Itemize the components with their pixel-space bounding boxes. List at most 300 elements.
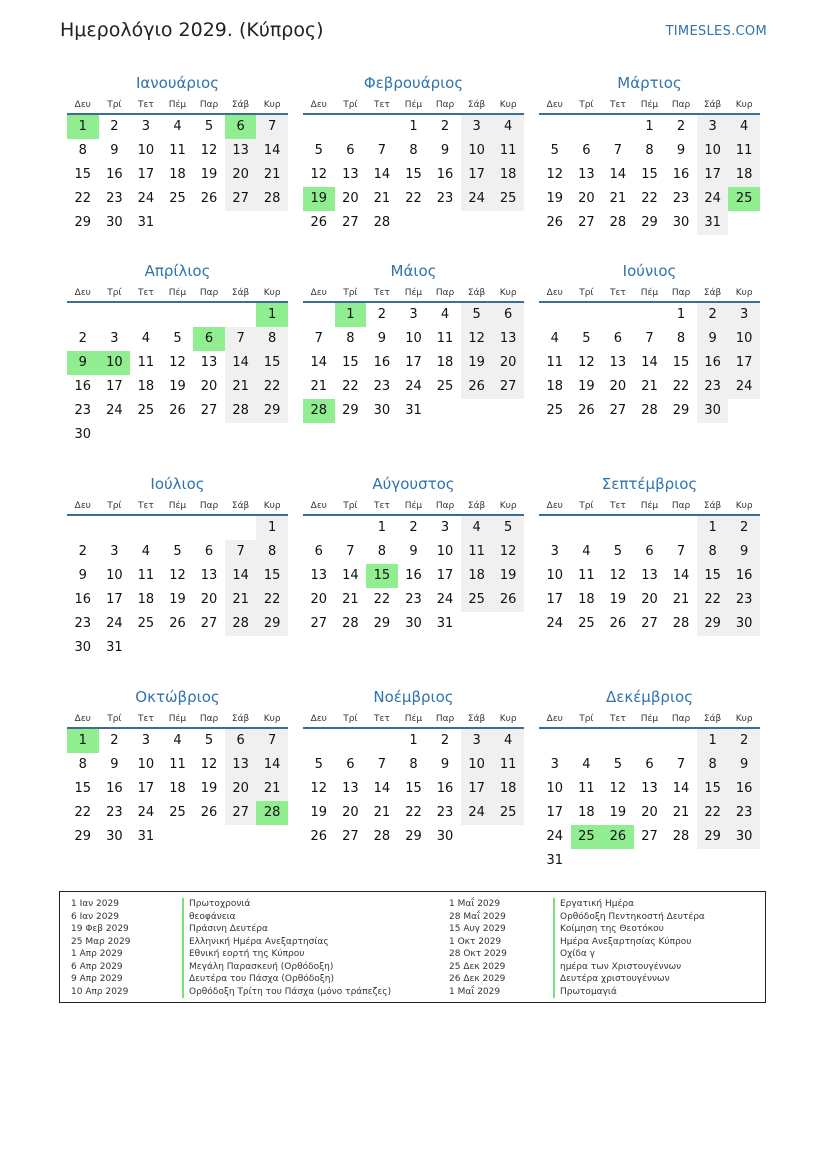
day-cell[interactable]: 30 <box>74 427 92 442</box>
day-cell[interactable]: 24 <box>728 375 760 399</box>
day-cell[interactable]: 17 <box>137 781 155 796</box>
day-cell[interactable]: 20 <box>641 592 658 607</box>
day-cell[interactable]: 3 <box>141 733 151 748</box>
day-cell[interactable]: 3 <box>461 115 493 139</box>
day-cell[interactable]: 25 <box>492 187 524 211</box>
day-cell[interactable]: 18 <box>546 379 564 394</box>
day-cell[interactable]: 1 <box>697 729 729 753</box>
day-cell[interactable]: 3 <box>110 331 119 346</box>
day-cell[interactable]: 3 <box>409 307 418 322</box>
day-cell[interactable]: 31 <box>106 640 123 655</box>
day-cell[interactable]: 24 <box>405 379 422 394</box>
day-cell[interactable]: 11 <box>169 143 186 158</box>
day-cell[interactable]: 12 <box>578 355 595 370</box>
day-cell[interactable]: 8 <box>78 143 87 158</box>
day-cell[interactable]: 23 <box>728 588 760 612</box>
day-cell[interactable]: 21 <box>672 592 690 607</box>
day-cell[interactable]: 10 <box>697 139 729 163</box>
day-cell[interactable]: 10 <box>546 568 564 583</box>
day-cell[interactable]: 18 <box>169 781 186 796</box>
day-cell[interactable]: 6 <box>204 544 214 559</box>
day-cell[interactable]: 3 <box>550 544 559 559</box>
day-cell[interactable]: 21 <box>373 191 391 206</box>
day-cell[interactable]: 3 <box>110 544 119 559</box>
day-cell[interactable]: 26 <box>609 616 627 631</box>
day-cell[interactable]: 1 <box>697 516 729 540</box>
day-cell[interactable]: 16 <box>672 167 690 182</box>
day-cell[interactable]: 23 <box>74 403 92 418</box>
day-cell[interactable]: 2 <box>728 729 760 753</box>
day-cell[interactable]: 15 <box>697 564 729 588</box>
day-cell[interactable]: 17 <box>137 167 155 182</box>
day-cell[interactable]: 16 <box>74 379 92 394</box>
day-cell[interactable]: 18 <box>728 163 760 187</box>
day-cell[interactable]: 31 <box>436 616 454 631</box>
day-cell[interactable]: 4 <box>173 733 182 748</box>
day-cell[interactable]: 9 <box>697 327 729 351</box>
day-cell[interactable]: 5 <box>314 143 323 158</box>
day-cell[interactable]: 13 <box>200 568 218 583</box>
holiday-day-cell[interactable]: 9 <box>67 351 99 375</box>
day-cell[interactable]: 14 <box>342 568 359 583</box>
holiday-day-cell[interactable]: 28 <box>303 399 335 423</box>
day-cell[interactable]: 1 <box>256 516 288 540</box>
day-cell[interactable]: 10 <box>461 139 493 163</box>
day-cell[interactable]: 13 <box>609 355 627 370</box>
day-cell[interactable]: 15 <box>256 351 288 375</box>
day-cell[interactable]: 24 <box>461 187 493 211</box>
day-cell[interactable]: 30 <box>373 403 391 418</box>
day-cell[interactable]: 7 <box>225 327 257 351</box>
day-cell[interactable]: 15 <box>697 777 729 801</box>
day-cell[interactable]: 27 <box>641 829 658 844</box>
day-cell[interactable]: 21 <box>342 592 359 607</box>
holiday-day-cell[interactable]: 26 <box>602 825 634 849</box>
day-cell[interactable]: 7 <box>314 331 323 346</box>
day-cell[interactable]: 28 <box>373 215 391 230</box>
day-cell[interactable]: 30 <box>106 829 123 844</box>
day-cell[interactable]: 14 <box>256 753 288 777</box>
day-cell[interactable]: 27 <box>200 403 218 418</box>
day-cell[interactable]: 16 <box>728 564 760 588</box>
holiday-day-cell[interactable]: 25 <box>728 187 760 211</box>
day-cell[interactable]: 22 <box>256 375 288 399</box>
day-cell[interactable]: 30 <box>728 825 760 849</box>
day-cell[interactable]: 21 <box>641 379 658 394</box>
day-cell[interactable]: 19 <box>310 805 328 820</box>
day-cell[interactable]: 6 <box>314 544 323 559</box>
day-cell[interactable]: 11 <box>436 331 454 346</box>
day-cell[interactable]: 31 <box>405 403 422 418</box>
day-cell[interactable]: 20 <box>641 805 658 820</box>
day-cell[interactable]: 28 <box>641 403 658 418</box>
day-cell[interactable]: 12 <box>609 781 627 796</box>
day-cell[interactable]: 25 <box>578 616 595 631</box>
day-cell[interactable]: 19 <box>461 351 493 375</box>
day-cell[interactable]: 21 <box>225 375 257 399</box>
day-cell[interactable]: 13 <box>641 781 658 796</box>
day-cell[interactable]: 4 <box>492 115 524 139</box>
day-cell[interactable]: 18 <box>169 167 186 182</box>
day-cell[interactable]: 3 <box>141 119 151 134</box>
day-cell[interactable]: 21 <box>672 805 690 820</box>
day-cell[interactable]: 16 <box>106 781 123 796</box>
day-cell[interactable]: 12 <box>200 757 218 772</box>
brand-link[interactable]: TIMESLES.COM <box>665 24 767 39</box>
day-cell[interactable]: 29 <box>373 616 391 631</box>
day-cell[interactable]: 15 <box>641 167 658 182</box>
day-cell[interactable]: 14 <box>373 781 391 796</box>
day-cell[interactable]: 5 <box>550 143 559 158</box>
day-cell[interactable]: 22 <box>74 191 92 206</box>
day-cell[interactable]: 5 <box>173 544 182 559</box>
day-cell[interactable]: 28 <box>256 187 288 211</box>
day-cell[interactable]: 27 <box>641 616 658 631</box>
day-cell[interactable]: 8 <box>697 753 729 777</box>
holiday-day-cell[interactable]: 1 <box>256 303 288 327</box>
day-cell[interactable]: 5 <box>204 119 214 134</box>
day-cell[interactable]: 10 <box>461 753 493 777</box>
day-cell[interactable]: 24 <box>106 403 123 418</box>
day-cell[interactable]: 27 <box>225 801 257 825</box>
day-cell[interactable]: 25 <box>461 588 493 612</box>
day-cell[interactable]: 25 <box>169 805 186 820</box>
day-cell[interactable]: 29 <box>256 612 288 636</box>
day-cell[interactable]: 14 <box>672 781 690 796</box>
day-cell[interactable]: 26 <box>578 403 595 418</box>
day-cell[interactable]: 8 <box>409 143 418 158</box>
day-cell[interactable]: 7 <box>676 544 686 559</box>
day-cell[interactable]: 17 <box>405 355 422 370</box>
day-cell[interactable]: 23 <box>106 191 123 206</box>
day-cell[interactable]: 18 <box>578 592 595 607</box>
day-cell[interactable]: 13 <box>578 167 595 182</box>
day-cell[interactable]: 7 <box>346 544 355 559</box>
day-cell[interactable]: 6 <box>582 143 591 158</box>
day-cell[interactable]: 21 <box>373 805 391 820</box>
day-cell[interactable]: 24 <box>697 187 729 211</box>
day-cell[interactable]: 12 <box>310 781 328 796</box>
day-cell[interactable]: 4 <box>492 729 524 753</box>
holiday-day-cell[interactable]: 1 <box>335 303 367 327</box>
day-cell[interactable]: 27 <box>342 215 359 230</box>
day-cell[interactable]: 9 <box>676 143 686 158</box>
day-cell[interactable]: 20 <box>342 191 359 206</box>
day-cell[interactable]: 4 <box>141 544 151 559</box>
day-cell[interactable]: 30 <box>728 612 760 636</box>
day-cell[interactable]: 22 <box>672 379 690 394</box>
day-cell[interactable]: 9 <box>110 757 119 772</box>
day-cell[interactable]: 16 <box>436 781 454 796</box>
day-cell[interactable]: 4 <box>461 516 493 540</box>
day-cell[interactable]: 14 <box>310 355 328 370</box>
day-cell[interactable]: 16 <box>728 777 760 801</box>
day-cell[interactable]: 2 <box>110 733 119 748</box>
day-cell[interactable]: 5 <box>204 733 214 748</box>
day-cell[interactable]: 24 <box>106 616 123 631</box>
holiday-day-cell[interactable]: 10 <box>99 351 131 375</box>
day-cell[interactable]: 8 <box>409 757 418 772</box>
day-cell[interactable]: 5 <box>492 516 524 540</box>
day-cell[interactable]: 10 <box>137 143 155 158</box>
day-cell[interactable]: 2 <box>728 516 760 540</box>
day-cell[interactable]: 26 <box>310 215 328 230</box>
day-cell[interactable]: 31 <box>546 853 564 868</box>
day-cell[interactable]: 13 <box>342 781 359 796</box>
day-cell[interactable]: 4 <box>582 757 591 772</box>
day-cell[interactable]: 7 <box>256 115 288 139</box>
day-cell[interactable]: 15 <box>74 781 92 796</box>
day-cell[interactable]: 26 <box>461 375 493 399</box>
day-cell[interactable]: 9 <box>377 331 387 346</box>
day-cell[interactable]: 21 <box>609 191 627 206</box>
day-cell[interactable]: 4 <box>440 307 450 322</box>
day-cell[interactable]: 3 <box>728 303 760 327</box>
day-cell[interactable]: 14 <box>373 167 391 182</box>
day-cell[interactable]: 16 <box>373 355 391 370</box>
day-cell[interactable]: 11 <box>728 139 760 163</box>
day-cell[interactable]: 13 <box>492 327 524 351</box>
day-cell[interactable]: 7 <box>676 757 686 772</box>
day-cell[interactable]: 11 <box>578 781 595 796</box>
day-cell[interactable]: 30 <box>436 829 454 844</box>
day-cell[interactable]: 26 <box>200 191 218 206</box>
day-cell[interactable]: 11 <box>137 568 155 583</box>
day-cell[interactable]: 24 <box>546 829 564 844</box>
day-cell[interactable]: 9 <box>728 753 760 777</box>
day-cell[interactable]: 19 <box>169 592 186 607</box>
day-cell[interactable]: 8 <box>676 331 686 346</box>
day-cell[interactable]: 3 <box>550 757 559 772</box>
day-cell[interactable]: 9 <box>78 568 87 583</box>
day-cell[interactable]: 26 <box>169 403 186 418</box>
holiday-day-cell[interactable]: 28 <box>256 801 288 825</box>
day-cell[interactable]: 28 <box>342 616 359 631</box>
day-cell[interactable]: 2 <box>676 119 686 134</box>
day-cell[interactable]: 31 <box>697 211 729 235</box>
day-cell[interactable]: 2 <box>377 307 387 322</box>
day-cell[interactable]: 14 <box>225 564 257 588</box>
day-cell[interactable]: 28 <box>225 399 257 423</box>
day-cell[interactable]: 19 <box>609 805 627 820</box>
day-cell[interactable]: 1 <box>409 733 418 748</box>
day-cell[interactable]: 27 <box>342 829 359 844</box>
day-cell[interactable]: 6 <box>225 729 257 753</box>
day-cell[interactable]: 29 <box>74 215 92 230</box>
day-cell[interactable]: 26 <box>169 616 186 631</box>
day-cell[interactable]: 12 <box>169 355 186 370</box>
day-cell[interactable]: 28 <box>609 215 627 230</box>
day-cell[interactable]: 4 <box>173 119 182 134</box>
day-cell[interactable]: 24 <box>137 191 155 206</box>
day-cell[interactable]: 25 <box>169 191 186 206</box>
day-cell[interactable]: 26 <box>310 829 328 844</box>
day-cell[interactable]: 11 <box>461 540 493 564</box>
day-cell[interactable]: 18 <box>578 805 595 820</box>
day-cell[interactable]: 17 <box>461 777 493 801</box>
day-cell[interactable]: 28 <box>373 829 391 844</box>
day-cell[interactable]: 15 <box>672 355 690 370</box>
day-cell[interactable]: 8 <box>645 143 654 158</box>
day-cell[interactable]: 14 <box>641 355 658 370</box>
day-cell[interactable]: 29 <box>672 403 690 418</box>
day-cell[interactable]: 23 <box>728 801 760 825</box>
day-cell[interactable]: 23 <box>373 379 391 394</box>
day-cell[interactable]: 22 <box>256 588 288 612</box>
day-cell[interactable]: 20 <box>200 592 218 607</box>
day-cell[interactable]: 15 <box>74 167 92 182</box>
day-cell[interactable]: 24 <box>137 805 155 820</box>
day-cell[interactable]: 2 <box>697 303 729 327</box>
holiday-day-cell[interactable]: 6 <box>193 327 225 351</box>
day-cell[interactable]: 2 <box>110 119 119 134</box>
day-cell[interactable]: 18 <box>492 777 524 801</box>
day-cell[interactable]: 18 <box>137 592 155 607</box>
day-cell[interactable]: 20 <box>225 163 257 187</box>
day-cell[interactable]: 30 <box>697 399 729 423</box>
day-cell[interactable]: 22 <box>697 588 729 612</box>
holiday-day-cell[interactable]: 15 <box>366 564 398 588</box>
day-cell[interactable]: 13 <box>342 167 359 182</box>
day-cell[interactable]: 17 <box>461 163 493 187</box>
day-cell[interactable]: 3 <box>697 115 729 139</box>
day-cell[interactable]: 9 <box>440 143 450 158</box>
day-cell[interactable]: 8 <box>697 540 729 564</box>
day-cell[interactable]: 27 <box>609 403 627 418</box>
day-cell[interactable]: 28 <box>672 616 690 631</box>
holiday-day-cell[interactable]: 25 <box>571 825 603 849</box>
day-cell[interactable]: 2 <box>440 119 450 134</box>
holiday-day-cell[interactable]: 1 <box>67 729 99 753</box>
day-cell[interactable]: 25 <box>546 403 564 418</box>
day-cell[interactable]: 4 <box>728 115 760 139</box>
day-cell[interactable]: 24 <box>436 592 454 607</box>
day-cell[interactable]: 13 <box>200 355 218 370</box>
day-cell[interactable]: 4 <box>550 331 559 346</box>
day-cell[interactable]: 14 <box>256 139 288 163</box>
holiday-day-cell[interactable]: 1 <box>67 115 99 139</box>
day-cell[interactable]: 3 <box>440 520 450 535</box>
day-cell[interactable]: 13 <box>225 753 257 777</box>
day-cell[interactable]: 29 <box>74 829 92 844</box>
day-cell[interactable]: 5 <box>461 303 493 327</box>
day-cell[interactable]: 21 <box>310 379 328 394</box>
day-cell[interactable]: 12 <box>609 568 627 583</box>
day-cell[interactable]: 25 <box>492 801 524 825</box>
day-cell[interactable]: 12 <box>492 540 524 564</box>
day-cell[interactable]: 30 <box>74 640 92 655</box>
day-cell[interactable]: 8 <box>256 327 288 351</box>
day-cell[interactable]: 20 <box>225 777 257 801</box>
day-cell[interactable]: 6 <box>613 331 623 346</box>
day-cell[interactable]: 10 <box>546 781 564 796</box>
day-cell[interactable]: 22 <box>641 191 658 206</box>
day-cell[interactable]: 13 <box>225 139 257 163</box>
day-cell[interactable]: 13 <box>641 568 658 583</box>
holiday-day-cell[interactable]: 6 <box>225 115 257 139</box>
day-cell[interactable]: 8 <box>78 757 87 772</box>
day-cell[interactable]: 27 <box>492 375 524 399</box>
day-cell[interactable]: 9 <box>440 757 450 772</box>
day-cell[interactable]: 27 <box>200 616 218 631</box>
day-cell[interactable]: 26 <box>546 215 564 230</box>
day-cell[interactable]: 1 <box>377 520 387 535</box>
day-cell[interactable]: 17 <box>728 351 760 375</box>
day-cell[interactable]: 17 <box>436 568 454 583</box>
day-cell[interactable]: 21 <box>256 777 288 801</box>
day-cell[interactable]: 27 <box>578 215 595 230</box>
day-cell[interactable]: 5 <box>613 544 623 559</box>
day-cell[interactable]: 30 <box>405 616 422 631</box>
day-cell[interactable]: 11 <box>492 753 524 777</box>
day-cell[interactable]: 22 <box>405 191 422 206</box>
day-cell[interactable]: 6 <box>346 143 355 158</box>
day-cell[interactable]: 29 <box>697 612 729 636</box>
day-cell[interactable]: 10 <box>106 568 123 583</box>
day-cell[interactable]: 17 <box>697 163 729 187</box>
day-cell[interactable]: 29 <box>342 403 359 418</box>
day-cell[interactable]: 6 <box>346 757 355 772</box>
day-cell[interactable]: 3 <box>461 729 493 753</box>
day-cell[interactable]: 24 <box>546 616 564 631</box>
day-cell[interactable]: 8 <box>346 331 355 346</box>
day-cell[interactable]: 25 <box>137 403 155 418</box>
day-cell[interactable]: 21 <box>256 163 288 187</box>
day-cell[interactable]: 23 <box>672 191 690 206</box>
day-cell[interactable]: 19 <box>609 592 627 607</box>
day-cell[interactable]: 25 <box>137 616 155 631</box>
day-cell[interactable]: 8 <box>256 540 288 564</box>
day-cell[interactable]: 21 <box>225 588 257 612</box>
day-cell[interactable]: 17 <box>546 592 564 607</box>
day-cell[interactable]: 28 <box>225 612 257 636</box>
day-cell[interactable]: 16 <box>106 167 123 182</box>
day-cell[interactable]: 31 <box>137 829 155 844</box>
day-cell[interactable]: 5 <box>314 757 323 772</box>
day-cell[interactable]: 18 <box>137 379 155 394</box>
day-cell[interactable]: 13 <box>310 568 328 583</box>
day-cell[interactable]: 6 <box>492 303 524 327</box>
day-cell[interactable]: 9 <box>728 540 760 564</box>
day-cell[interactable]: 22 <box>342 379 359 394</box>
day-cell[interactable]: 11 <box>169 757 186 772</box>
day-cell[interactable]: 26 <box>200 805 218 820</box>
day-cell[interactable]: 11 <box>546 355 564 370</box>
day-cell[interactable]: 18 <box>461 564 493 588</box>
day-cell[interactable]: 11 <box>492 139 524 163</box>
day-cell[interactable]: 20 <box>492 351 524 375</box>
day-cell[interactable]: 17 <box>106 379 123 394</box>
day-cell[interactable]: 22 <box>405 805 422 820</box>
day-cell[interactable]: 18 <box>492 163 524 187</box>
day-cell[interactable]: 2 <box>78 331 87 346</box>
day-cell[interactable]: 7 <box>377 143 387 158</box>
day-cell[interactable]: 31 <box>137 215 155 230</box>
day-cell[interactable]: 2 <box>78 544 87 559</box>
day-cell[interactable]: 6 <box>645 757 654 772</box>
day-cell[interactable]: 9 <box>110 143 119 158</box>
day-cell[interactable]: 18 <box>436 355 454 370</box>
day-cell[interactable]: 10 <box>436 544 454 559</box>
day-cell[interactable]: 19 <box>200 781 218 796</box>
day-cell[interactable]: 7 <box>645 331 654 346</box>
day-cell[interactable]: 12 <box>200 143 218 158</box>
day-cell[interactable]: 5 <box>582 331 591 346</box>
day-cell[interactable]: 27 <box>225 187 257 211</box>
day-cell[interactable]: 16 <box>697 351 729 375</box>
day-cell[interactable]: 14 <box>609 167 627 182</box>
day-cell[interactable]: 7 <box>377 757 387 772</box>
